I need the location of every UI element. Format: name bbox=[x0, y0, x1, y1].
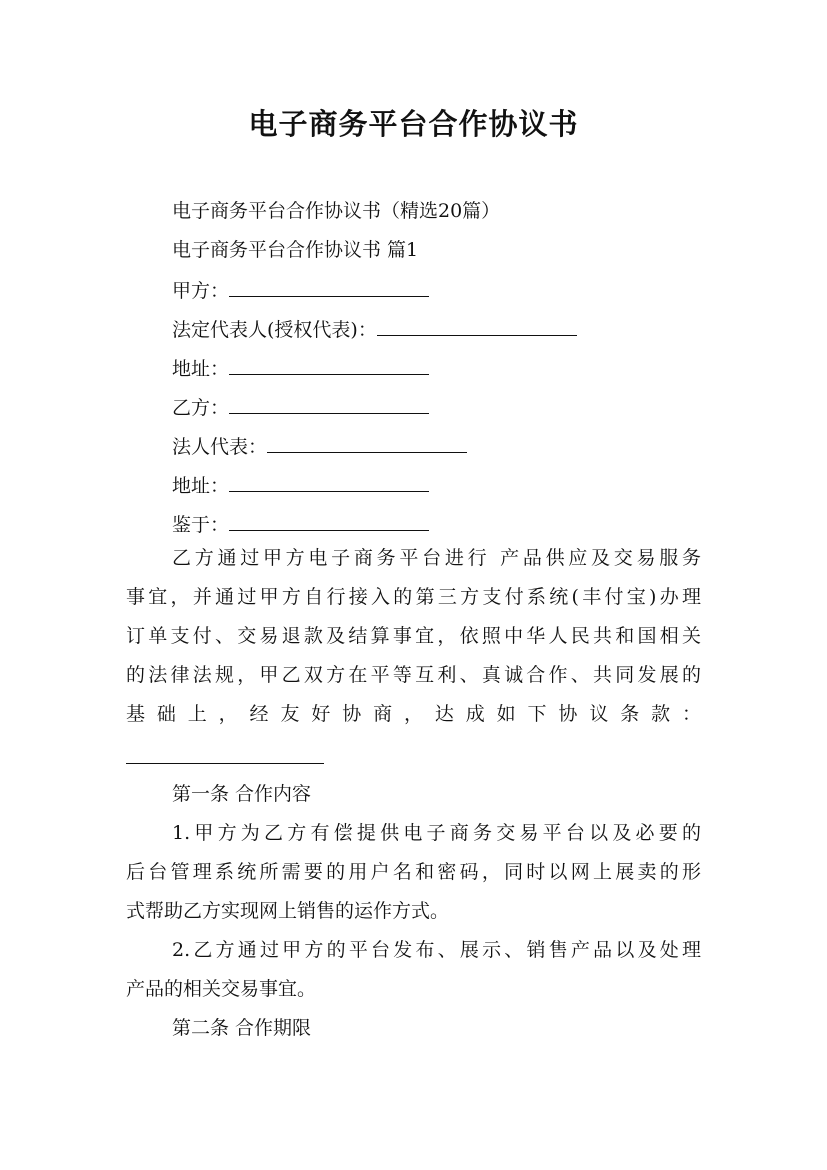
article-1-item-2-line-2: 产品的相关交易事宜。 bbox=[126, 978, 317, 1000]
preamble-line-1: 乙方通过甲方电子商务平台进行 产品供应及交易服务 bbox=[172, 547, 701, 569]
address-a-label: 地址： bbox=[172, 358, 230, 380]
party-b-label: 乙方： bbox=[172, 397, 230, 419]
witness-blank[interactable] bbox=[229, 511, 429, 531]
address-b-line bbox=[172, 472, 429, 498]
legal-person-line bbox=[172, 433, 467, 459]
article-1-item-2-line-1: 2.乙方通过甲方的平台发布、展示、销售产品以及处理 bbox=[172, 939, 701, 961]
legal-rep-line bbox=[172, 316, 577, 342]
preamble-line-4: 的法律法规，甲乙双方在平等互利、真诚合作、共同发展的 bbox=[126, 664, 701, 686]
address-b-blank[interactable] bbox=[229, 472, 429, 492]
document-title: 电子商务平台合作协议书 bbox=[248, 107, 579, 141]
legal-person-blank[interactable] bbox=[267, 433, 467, 453]
legal-rep-label: 法定代表人(授权代表)： bbox=[172, 319, 377, 341]
article-2-heading: 第二条 合作期限 bbox=[172, 1017, 312, 1039]
preamble-blank[interactable] bbox=[126, 763, 324, 764]
legal-person-label: 法人代表： bbox=[172, 436, 268, 458]
preamble-line-5: 基础上，经友好协商，达成如下协议条款： bbox=[126, 703, 701, 725]
party-a-blank[interactable] bbox=[229, 277, 429, 297]
address-a-line bbox=[172, 355, 429, 381]
party-b-blank[interactable] bbox=[229, 394, 429, 414]
document-subtitle: 电子商务平台合作协议书（精选20篇） bbox=[172, 200, 501, 222]
party-a-line bbox=[172, 277, 429, 303]
legal-rep-blank[interactable] bbox=[377, 316, 577, 336]
party-b-line bbox=[172, 394, 429, 420]
preamble-line-2: 事宜，并通过甲方自行接入的第三方支付系统(丰付宝)办理 bbox=[126, 586, 701, 608]
witness-label: 鉴于： bbox=[172, 514, 230, 536]
article-1-item-1-line-1: 1.甲方为乙方有偿提供电子商务交易平台以及必要的 bbox=[172, 822, 701, 844]
address-b-label: 地址： bbox=[172, 475, 230, 497]
article-1-item-1-line-3: 式帮助乙方实现网上销售的运作方式。 bbox=[126, 900, 450, 922]
chapter-heading: 电子商务平台合作协议书 篇1 bbox=[172, 239, 419, 261]
address-a-blank[interactable] bbox=[229, 355, 429, 375]
article-1-heading: 第一条 合作内容 bbox=[172, 783, 312, 805]
party-a-label: 甲方： bbox=[172, 280, 230, 302]
article-1-item-1-line-2: 后台管理系统所需要的用户名和密码，同时以网上展卖的形 bbox=[126, 861, 701, 883]
witness-line bbox=[172, 511, 429, 537]
preamble-line-3: 订单支付、交易退款及结算事宜，依照中华人民共和国相关 bbox=[126, 625, 701, 647]
